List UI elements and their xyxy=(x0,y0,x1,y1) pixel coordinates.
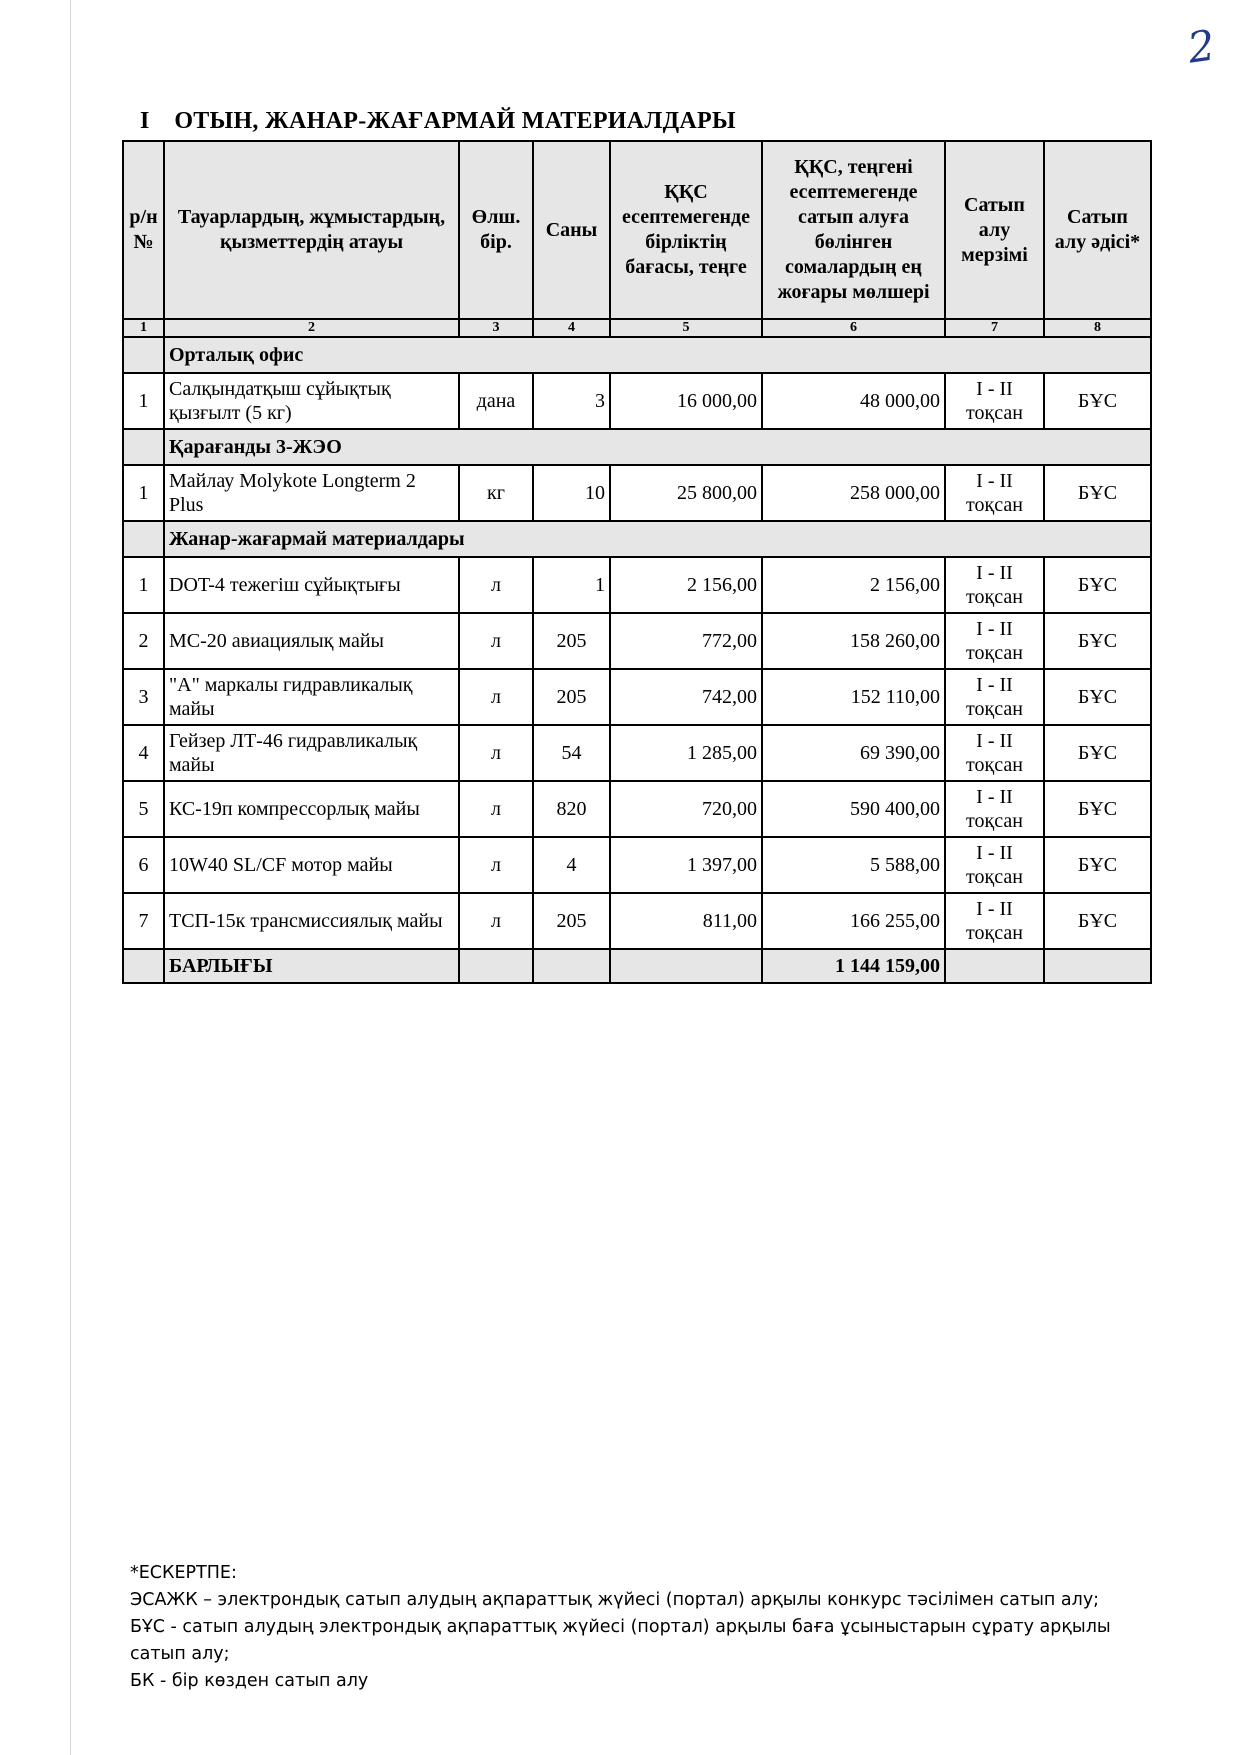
cell-qty: 3 xyxy=(533,373,610,429)
period-quarters: I - II xyxy=(976,470,1013,492)
cell-name: Салқындатқыш сұйықтық қызғылт (5 кг) xyxy=(164,373,459,429)
cell-unit: л xyxy=(459,837,533,893)
cell-no: 1 xyxy=(123,373,164,429)
cell-qty: 10 xyxy=(533,465,610,521)
period-unit: тоқсан xyxy=(966,642,1023,664)
cell-method: БҰС xyxy=(1044,837,1151,893)
table-row xyxy=(123,557,1151,613)
cell-price: 811,00 xyxy=(610,893,762,949)
cell-name: "А" маркалы гидравликалық майы xyxy=(164,669,459,725)
period-quarters: I - II xyxy=(976,618,1013,640)
cell-method: БҰС xyxy=(1044,613,1151,669)
period-unit: тоқсан xyxy=(966,494,1023,516)
group-row xyxy=(123,521,1151,557)
cell-amount: 258 000,00 xyxy=(762,465,945,521)
cell-method: БҰС xyxy=(1044,669,1151,725)
cell-name: КС-19п компрессорлық майы xyxy=(164,781,459,837)
cell-period xyxy=(945,725,1044,781)
cell-amount: 69 390,00 xyxy=(762,725,945,781)
cell-no: 5 xyxy=(123,781,164,837)
footnote-line: БҰС - сатып алудың электрондық ақпараттық жүйесі (портал) арқылы баға ұсыныстарын сұрату арқылы сатып алу; xyxy=(130,1617,1111,1664)
group-title: Орталық офис xyxy=(164,337,1151,373)
period-unit: тоқсан xyxy=(966,586,1023,608)
group-row xyxy=(123,337,1151,373)
column-number: 2 xyxy=(164,319,459,337)
cell-qty: 4 xyxy=(533,837,610,893)
cell-method: БҰС xyxy=(1044,373,1151,429)
cell-no: 1 xyxy=(123,465,164,521)
cell-unit: л xyxy=(459,893,533,949)
cell-unit: л xyxy=(459,557,533,613)
header-name: Тауарлардың, жұмыстардың, қызметтердің атауы xyxy=(164,141,459,319)
column-number: 6 xyxy=(762,319,945,337)
period-unit: тоқсан xyxy=(966,754,1023,776)
handwritten-page-number: 2 xyxy=(1184,20,1219,73)
header-method: Сатып алу әдісі* xyxy=(1044,141,1151,319)
table-row xyxy=(123,893,1151,949)
period-unit: тоқсан xyxy=(966,810,1023,832)
column-number: 1 xyxy=(123,319,164,337)
cell-amount: 166 255,00 xyxy=(762,893,945,949)
cell-no: 6 xyxy=(123,837,164,893)
cell-method: БҰС xyxy=(1044,557,1151,613)
cell-price: 742,00 xyxy=(610,669,762,725)
header-amount: ҚҚС, теңгені есептемегенде сатып алуға бөлінген сомалардың ең жоғары мөлшері xyxy=(762,141,945,319)
column-number: 7 xyxy=(945,319,1044,337)
cell-name: Гейзер ЛТ-46 гидравликалық майы xyxy=(164,725,459,781)
cell-qty: 205 xyxy=(533,893,610,949)
cell-period xyxy=(945,837,1044,893)
cell-no: 3 xyxy=(123,669,164,725)
header-qty: Саны xyxy=(533,141,610,319)
cell-qty: 820 xyxy=(533,781,610,837)
table-row xyxy=(123,465,1151,521)
total-label: БАРЛЫҒЫ xyxy=(164,949,459,983)
column-number: 3 xyxy=(459,319,533,337)
cell-price: 16 000,00 xyxy=(610,373,762,429)
cell-period xyxy=(945,893,1044,949)
cell-period xyxy=(945,613,1044,669)
header-row xyxy=(123,141,1151,319)
cell-price: 772,00 xyxy=(610,613,762,669)
cell-no: 1 xyxy=(123,557,164,613)
period-unit: тоқсан xyxy=(966,402,1023,424)
footnote-line: ЭСАЖК – электрондық сатып алудың ақпараттық жүйесі (портал) арқылы конкурс тәсілімен сатып алу; xyxy=(130,1590,1100,1610)
period-unit: тоқсан xyxy=(966,698,1023,720)
table-row xyxy=(123,373,1151,429)
procurement-table xyxy=(122,140,1152,984)
cell-price: 1 285,00 xyxy=(610,725,762,781)
period-unit: тоқсан xyxy=(966,922,1023,944)
table-row xyxy=(123,669,1151,725)
cell-no: 4 xyxy=(123,725,164,781)
cell-no: 2 xyxy=(123,613,164,669)
cell-name: 10W40 SL/CF мотор майы xyxy=(164,837,459,893)
cell-method: БҰС xyxy=(1044,725,1151,781)
period-quarters: I - II xyxy=(976,562,1013,584)
period-quarters: I - II xyxy=(976,842,1013,864)
total-row xyxy=(123,949,1151,983)
period-quarters: I - II xyxy=(976,674,1013,696)
cell-name: МС-20 авиациялық майы xyxy=(164,613,459,669)
section-number: I xyxy=(140,108,150,134)
period-unit: тоқсан xyxy=(966,866,1023,888)
cell-method: БҰС xyxy=(1044,465,1151,521)
header-no: р/н № xyxy=(123,141,164,319)
column-number: 4 xyxy=(533,319,610,337)
table-row xyxy=(123,613,1151,669)
cell-amount: 5 588,00 xyxy=(762,837,945,893)
cell-method: БҰС xyxy=(1044,781,1151,837)
cell-amount: 158 260,00 xyxy=(762,613,945,669)
footnote-line: БК - бір көзден сатып алу xyxy=(130,1671,369,1691)
section-heading xyxy=(140,108,736,135)
cell-qty: 1 xyxy=(533,557,610,613)
cell-price: 25 800,00 xyxy=(610,465,762,521)
column-number: 8 xyxy=(1044,319,1151,337)
cell-name: DOT-4 тежегіш сұйықтығы xyxy=(164,557,459,613)
cell-amount: 590 400,00 xyxy=(762,781,945,837)
cell-amount: 48 000,00 xyxy=(762,373,945,429)
table-row xyxy=(123,781,1151,837)
cell-unit: л xyxy=(459,613,533,669)
cell-unit: кг xyxy=(459,465,533,521)
cell-qty: 205 xyxy=(533,669,610,725)
cell-unit: л xyxy=(459,781,533,837)
cell-unit: л xyxy=(459,669,533,725)
column-number: 5 xyxy=(610,319,762,337)
section-title: ОТЫН, ЖАНАР-ЖАҒАРМАЙ МАТЕРИАЛДАРЫ xyxy=(174,108,736,134)
header-period: Сатып алу мерзімі xyxy=(945,141,1044,319)
header-price: ҚҚС есептемегенде бірліктің бағасы, теңге xyxy=(610,141,762,319)
cell-amount: 152 110,00 xyxy=(762,669,945,725)
period-quarters: I - II xyxy=(976,730,1013,752)
cell-period xyxy=(945,557,1044,613)
group-row xyxy=(123,429,1151,465)
scan-edge-line xyxy=(70,0,71,1755)
period-quarters: I - II xyxy=(976,898,1013,920)
total-amount: 1 144 159,00 xyxy=(762,949,945,983)
footnote-title: *ЕСКЕРТПЕ: xyxy=(130,1563,237,1583)
cell-no: 7 xyxy=(123,893,164,949)
cell-name: Майлау Molykote Longterm 2 Plus xyxy=(164,465,459,521)
cell-price: 720,00 xyxy=(610,781,762,837)
cell-method: БҰС xyxy=(1044,893,1151,949)
cell-period xyxy=(945,465,1044,521)
table-row xyxy=(123,725,1151,781)
cell-unit: л xyxy=(459,725,533,781)
cell-period xyxy=(945,669,1044,725)
column-number-row xyxy=(123,319,1151,337)
cell-period xyxy=(945,373,1044,429)
cell-price: 1 397,00 xyxy=(610,837,762,893)
period-quarters: I - II xyxy=(976,786,1013,808)
cell-period xyxy=(945,781,1044,837)
period-quarters: I - II xyxy=(976,378,1013,400)
cell-price: 2 156,00 xyxy=(610,557,762,613)
footnotes xyxy=(130,1560,1130,1695)
group-title: Жанар-жағармай материалдары xyxy=(164,521,1151,557)
cell-amount: 2 156,00 xyxy=(762,557,945,613)
header-unit: Өлш. бір. xyxy=(459,141,533,319)
group-title: Қарағанды 3-ЖЭО xyxy=(164,429,1151,465)
cell-unit: дана xyxy=(459,373,533,429)
table-row xyxy=(123,837,1151,893)
cell-qty: 205 xyxy=(533,613,610,669)
cell-qty: 54 xyxy=(533,725,610,781)
cell-name: ТСП-15к трансмиссиялық майы xyxy=(164,893,459,949)
